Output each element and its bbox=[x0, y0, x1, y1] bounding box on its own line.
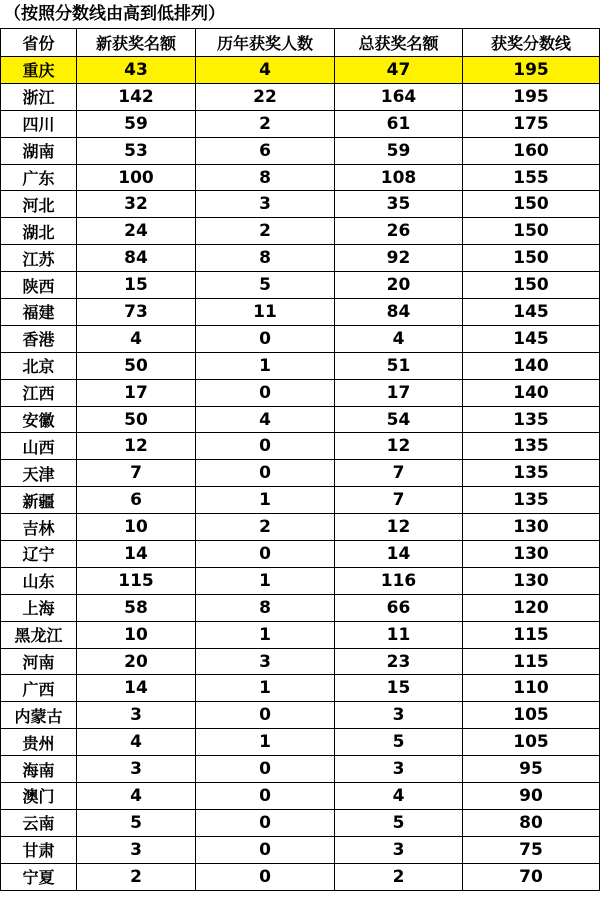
cell-total-quota: 84 bbox=[335, 299, 463, 326]
cell-score-line: 195 bbox=[463, 83, 600, 110]
cell-score-line: 135 bbox=[463, 433, 600, 460]
cell-score-line: 195 bbox=[463, 57, 600, 84]
cell-new-quota: 59 bbox=[77, 110, 196, 137]
table-row bbox=[1, 272, 600, 299]
table-row bbox=[1, 675, 600, 702]
cell-total-quota: 26 bbox=[335, 218, 463, 245]
cell-total-quota: 59 bbox=[335, 137, 463, 164]
cell-province: 河南 bbox=[1, 648, 77, 675]
header-total-quota: 总获奖名额 bbox=[335, 29, 463, 57]
cell-province: 上海 bbox=[1, 594, 77, 621]
cell-past-winners: 1 bbox=[196, 352, 335, 379]
cell-new-quota: 12 bbox=[77, 433, 196, 460]
cell-total-quota: 3 bbox=[335, 756, 463, 783]
cell-province: 新疆 bbox=[1, 487, 77, 514]
cell-past-winners: 2 bbox=[196, 514, 335, 541]
table-row bbox=[1, 218, 600, 245]
cell-score-line: 155 bbox=[463, 164, 600, 191]
cell-new-quota: 58 bbox=[77, 594, 196, 621]
cell-score-line: 70 bbox=[463, 863, 600, 890]
cell-score-line: 140 bbox=[463, 379, 600, 406]
cell-province: 贵州 bbox=[1, 729, 77, 756]
cell-province: 云南 bbox=[1, 809, 77, 836]
cell-past-winners: 0 bbox=[196, 783, 335, 810]
cell-total-quota: 92 bbox=[335, 245, 463, 272]
cell-score-line: 105 bbox=[463, 702, 600, 729]
table-row bbox=[1, 352, 600, 379]
table-row bbox=[1, 325, 600, 352]
cell-score-line: 175 bbox=[463, 110, 600, 137]
cell-past-winners: 0 bbox=[196, 756, 335, 783]
cell-score-line: 115 bbox=[463, 648, 600, 675]
cell-new-quota: 4 bbox=[77, 729, 196, 756]
cell-total-quota: 35 bbox=[335, 191, 463, 218]
cell-new-quota: 6 bbox=[77, 487, 196, 514]
cell-new-quota: 14 bbox=[77, 541, 196, 568]
cell-new-quota: 115 bbox=[77, 567, 196, 594]
cell-province: 辽宁 bbox=[1, 541, 77, 568]
cell-total-quota: 3 bbox=[335, 702, 463, 729]
cell-score-line: 140 bbox=[463, 352, 600, 379]
cell-past-winners: 22 bbox=[196, 83, 335, 110]
cell-past-winners: 8 bbox=[196, 594, 335, 621]
cell-province: 吉林 bbox=[1, 514, 77, 541]
cell-score-line: 160 bbox=[463, 137, 600, 164]
cell-total-quota: 5 bbox=[335, 809, 463, 836]
cell-total-quota: 5 bbox=[335, 729, 463, 756]
cell-total-quota: 7 bbox=[335, 487, 463, 514]
cell-province: 福建 bbox=[1, 299, 77, 326]
cell-score-line: 115 bbox=[463, 621, 600, 648]
cell-province: 山西 bbox=[1, 433, 77, 460]
cell-total-quota: 66 bbox=[335, 594, 463, 621]
cell-province: 山东 bbox=[1, 567, 77, 594]
cell-past-winners: 1 bbox=[196, 729, 335, 756]
cell-total-quota: 11 bbox=[335, 621, 463, 648]
cell-score-line: 80 bbox=[463, 809, 600, 836]
cell-total-quota: 54 bbox=[335, 406, 463, 433]
cell-new-quota: 3 bbox=[77, 756, 196, 783]
cell-score-line: 145 bbox=[463, 325, 600, 352]
cell-past-winners: 3 bbox=[196, 191, 335, 218]
cell-province: 内蒙古 bbox=[1, 702, 77, 729]
table-row bbox=[1, 809, 600, 836]
cell-new-quota: 73 bbox=[77, 299, 196, 326]
table-row bbox=[1, 621, 600, 648]
table-row bbox=[1, 460, 600, 487]
cell-past-winners: 0 bbox=[196, 702, 335, 729]
cell-new-quota: 50 bbox=[77, 352, 196, 379]
cell-score-line: 135 bbox=[463, 406, 600, 433]
cell-past-winners: 4 bbox=[196, 57, 335, 84]
cell-score-line: 105 bbox=[463, 729, 600, 756]
cell-past-winners: 0 bbox=[196, 460, 335, 487]
cell-total-quota: 4 bbox=[335, 325, 463, 352]
cell-new-quota: 32 bbox=[77, 191, 196, 218]
cell-past-winners: 8 bbox=[196, 164, 335, 191]
cell-new-quota: 100 bbox=[77, 164, 196, 191]
cell-total-quota: 15 bbox=[335, 675, 463, 702]
cell-new-quota: 3 bbox=[77, 702, 196, 729]
cell-score-line: 130 bbox=[463, 514, 600, 541]
header-new-quota: 新获奖名额 bbox=[77, 29, 196, 57]
cell-province: 浙江 bbox=[1, 83, 77, 110]
cell-province: 重庆 bbox=[1, 57, 77, 84]
cell-total-quota: 17 bbox=[335, 379, 463, 406]
cell-score-line: 75 bbox=[463, 836, 600, 863]
cell-past-winners: 1 bbox=[196, 621, 335, 648]
cell-past-winners: 1 bbox=[196, 487, 335, 514]
table-row bbox=[1, 406, 600, 433]
cell-new-quota: 43 bbox=[77, 57, 196, 84]
table-caption: （按照分数线由高到低排列） bbox=[4, 4, 225, 24]
cell-total-quota: 7 bbox=[335, 460, 463, 487]
cell-new-quota: 15 bbox=[77, 272, 196, 299]
cell-past-winners: 8 bbox=[196, 245, 335, 272]
cell-province: 香港 bbox=[1, 325, 77, 352]
cell-new-quota: 142 bbox=[77, 83, 196, 110]
cell-province: 甘肃 bbox=[1, 836, 77, 863]
cell-new-quota: 50 bbox=[77, 406, 196, 433]
cell-total-quota: 164 bbox=[335, 83, 463, 110]
cell-past-winners: 2 bbox=[196, 218, 335, 245]
cell-total-quota: 4 bbox=[335, 783, 463, 810]
table-row bbox=[1, 245, 600, 272]
award-table bbox=[0, 28, 600, 891]
cell-past-winners: 0 bbox=[196, 325, 335, 352]
cell-province: 江西 bbox=[1, 379, 77, 406]
cell-province: 黑龙江 bbox=[1, 621, 77, 648]
cell-new-quota: 5 bbox=[77, 809, 196, 836]
cell-total-quota: 108 bbox=[335, 164, 463, 191]
table-row bbox=[1, 299, 600, 326]
cell-total-quota: 23 bbox=[335, 648, 463, 675]
cell-total-quota: 47 bbox=[335, 57, 463, 84]
cell-past-winners: 0 bbox=[196, 433, 335, 460]
cell-new-quota: 4 bbox=[77, 325, 196, 352]
cell-province: 江苏 bbox=[1, 245, 77, 272]
cell-new-quota: 14 bbox=[77, 675, 196, 702]
cell-province: 安徽 bbox=[1, 406, 77, 433]
cell-province: 陕西 bbox=[1, 272, 77, 299]
cell-total-quota: 12 bbox=[335, 514, 463, 541]
cell-past-winners: 0 bbox=[196, 809, 335, 836]
cell-past-winners: 4 bbox=[196, 406, 335, 433]
cell-score-line: 145 bbox=[463, 299, 600, 326]
table-row bbox=[1, 433, 600, 460]
cell-province: 海南 bbox=[1, 756, 77, 783]
cell-province: 河北 bbox=[1, 191, 77, 218]
cell-province: 湖北 bbox=[1, 218, 77, 245]
cell-score-line: 135 bbox=[463, 487, 600, 514]
cell-score-line: 150 bbox=[463, 272, 600, 299]
cell-past-winners: 0 bbox=[196, 836, 335, 863]
table-row bbox=[1, 702, 600, 729]
table-body bbox=[1, 57, 600, 891]
cell-past-winners: 11 bbox=[196, 299, 335, 326]
table-row bbox=[1, 756, 600, 783]
cell-score-line: 135 bbox=[463, 460, 600, 487]
table-row bbox=[1, 648, 600, 675]
cell-new-quota: 53 bbox=[77, 137, 196, 164]
cell-province: 广西 bbox=[1, 675, 77, 702]
header-score-line: 获奖分数线 bbox=[463, 29, 600, 57]
cell-score-line: 150 bbox=[463, 191, 600, 218]
table-row bbox=[1, 83, 600, 110]
cell-past-winners: 0 bbox=[196, 541, 335, 568]
cell-province: 澳门 bbox=[1, 783, 77, 810]
table-row bbox=[1, 137, 600, 164]
cell-score-line: 130 bbox=[463, 567, 600, 594]
table-row bbox=[1, 191, 600, 218]
cell-new-quota: 24 bbox=[77, 218, 196, 245]
cell-province: 天津 bbox=[1, 460, 77, 487]
table-row bbox=[1, 783, 600, 810]
header-province: 省份 bbox=[1, 29, 77, 57]
cell-total-quota: 61 bbox=[335, 110, 463, 137]
cell-total-quota: 14 bbox=[335, 541, 463, 568]
cell-new-quota: 7 bbox=[77, 460, 196, 487]
cell-new-quota: 2 bbox=[77, 863, 196, 890]
cell-past-winners: 1 bbox=[196, 567, 335, 594]
cell-province: 宁夏 bbox=[1, 863, 77, 890]
header-past-winners: 历年获奖人数 bbox=[196, 29, 335, 57]
cell-province: 四川 bbox=[1, 110, 77, 137]
table-row bbox=[1, 110, 600, 137]
table-row bbox=[1, 594, 600, 621]
cell-score-line: 150 bbox=[463, 245, 600, 272]
cell-total-quota: 12 bbox=[335, 433, 463, 460]
table-row bbox=[1, 729, 600, 756]
cell-past-winners: 0 bbox=[196, 863, 335, 890]
cell-new-quota: 10 bbox=[77, 621, 196, 648]
cell-new-quota: 17 bbox=[77, 379, 196, 406]
cell-past-winners: 0 bbox=[196, 379, 335, 406]
cell-province: 湖南 bbox=[1, 137, 77, 164]
cell-score-line: 130 bbox=[463, 541, 600, 568]
table-row bbox=[1, 57, 600, 84]
header-row bbox=[1, 29, 600, 57]
cell-new-quota: 84 bbox=[77, 245, 196, 272]
table-row bbox=[1, 379, 600, 406]
table-row bbox=[1, 541, 600, 568]
cell-past-winners: 5 bbox=[196, 272, 335, 299]
cell-total-quota: 3 bbox=[335, 836, 463, 863]
table-row bbox=[1, 164, 600, 191]
cell-score-line: 150 bbox=[463, 218, 600, 245]
cell-score-line: 95 bbox=[463, 756, 600, 783]
cell-score-line: 110 bbox=[463, 675, 600, 702]
cell-total-quota: 20 bbox=[335, 272, 463, 299]
cell-total-quota: 2 bbox=[335, 863, 463, 890]
cell-past-winners: 3 bbox=[196, 648, 335, 675]
cell-score-line: 90 bbox=[463, 783, 600, 810]
cell-past-winners: 1 bbox=[196, 675, 335, 702]
table-row bbox=[1, 863, 600, 890]
table-row bbox=[1, 487, 600, 514]
cell-score-line: 120 bbox=[463, 594, 600, 621]
cell-total-quota: 116 bbox=[335, 567, 463, 594]
cell-total-quota: 51 bbox=[335, 352, 463, 379]
cell-new-quota: 20 bbox=[77, 648, 196, 675]
table-row bbox=[1, 836, 600, 863]
cell-past-winners: 6 bbox=[196, 137, 335, 164]
cell-province: 广东 bbox=[1, 164, 77, 191]
table-row bbox=[1, 567, 600, 594]
cell-province: 北京 bbox=[1, 352, 77, 379]
table-row bbox=[1, 514, 600, 541]
cell-new-quota: 10 bbox=[77, 514, 196, 541]
cell-new-quota: 4 bbox=[77, 783, 196, 810]
cell-new-quota: 3 bbox=[77, 836, 196, 863]
cell-past-winners: 2 bbox=[196, 110, 335, 137]
